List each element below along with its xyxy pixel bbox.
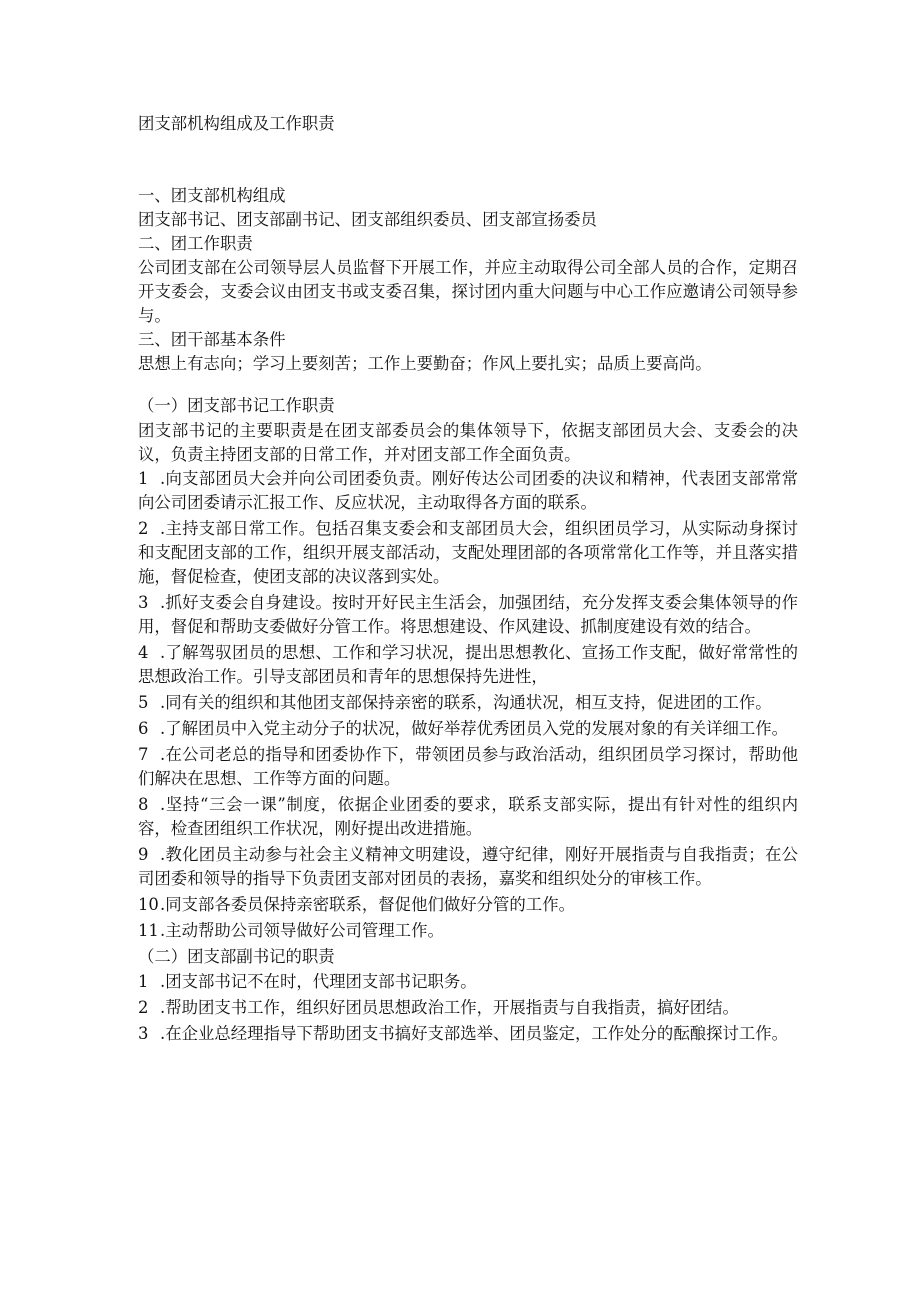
item-text: .主动帮助公司领导做好公司管理工作。 xyxy=(160,921,444,940)
item-number: 2 xyxy=(138,998,149,1017)
list-item xyxy=(138,970,798,994)
list-item xyxy=(138,717,798,741)
item-number: 3 xyxy=(138,1024,149,1043)
item-number: 11 xyxy=(138,921,159,940)
subsection-heading-deputy: （二）团支部副书记的职责 xyxy=(138,947,335,966)
item-text: .同有关的组织和其他团支部保持亲密的联系，沟通状况，相互支持，促进团的工作。 xyxy=(160,693,772,712)
item-text: .了解驾驭团员的思想、工作和学习状况，提出思想教化、宣扬工作支配，做好常常性的思想政治工作。引导支部团员和青年的思想保持先进性， xyxy=(138,643,798,686)
section-heading-1: 一、团支部机构组成 xyxy=(138,186,286,205)
list-item xyxy=(138,467,798,515)
list-item xyxy=(138,517,798,589)
section-heading-3: 三、团干部基本条件 xyxy=(138,330,286,349)
document-title: 团支部机构组成及工作职责 xyxy=(138,114,335,133)
list-item xyxy=(138,996,798,1020)
item-text: .同支部各委员保持亲密联系，督促他们做好分管的工作。 xyxy=(160,895,575,914)
item-text: .在公司老总的指导和团委协作下，带领团员参与政治活动，组织团员学习探讨，帮助他们解决在思想、工作等方面的问题。 xyxy=(138,745,798,788)
item-text: .帮助团支书工作，组织好团员思想政治工作，开展指责与自我指责，搞好团结。 xyxy=(160,998,739,1017)
spacer xyxy=(138,376,798,394)
document-page xyxy=(138,112,798,1048)
item-number: 4 xyxy=(138,643,149,662)
subsection-intro-secretary: 团支部书记的主要职责是在团支部委员会的集体领导下，依据支部团员大会、支委会的决议，负责主持团支部的日常工作，并对团支部工作全面负责。 xyxy=(138,421,798,464)
item-number: 3 xyxy=(138,593,149,612)
item-text: .了解团员中入党主动分子的状况，做好举荐优秀团员入党的发展对象的有关详细工作。 xyxy=(160,719,789,738)
item-text: .主持支部日常工作。包括召集支委会和支部团员大会，组织团员学习，从实际动身探讨和支配团支部的工作，组织开展支部活动，支配处理团部的各项常常化工作等，并且落实措施，督促检查，使团支部的决议落到实处。 xyxy=(138,519,798,586)
list-item xyxy=(138,743,798,791)
section-heading-2: 二、团工作职责 xyxy=(138,234,253,253)
item-number: 8 xyxy=(138,795,149,814)
item-number: 9 xyxy=(138,845,149,864)
item-number: 1 xyxy=(138,972,149,991)
item-text: .教化团员主动参与社会主义精神文明建设，遵守纪律，刚好开展指责与自我指责；在公司团委和领导的指导下负责团支部对团员的表扬，嘉奖和组织处分的审核工作。 xyxy=(138,845,798,888)
section-body-1: 团支部书记、团支部副书记、团支部组织委员、团支部宣扬委员 xyxy=(138,210,597,229)
item-text: .在企业总经理指导下帮助团支书搞好支部选举、团员鉴定，工作处分的酝酿探讨工作。 xyxy=(160,1024,789,1043)
deputy-duty-list xyxy=(138,970,798,1046)
list-item xyxy=(138,843,798,891)
subsection-heading-secretary: （一）团支部书记工作职责 xyxy=(138,396,335,415)
list-item xyxy=(138,591,798,639)
list-item xyxy=(138,919,798,943)
item-text: .抓好支委会自身建设。按时开好民主生活会，加强团结，充分发挥支委会集体领导的作用，督促和帮助支委做好分管工作。将思想建设、作风建设、抓制度建设有效的结合。 xyxy=(138,593,798,636)
item-number: 2 xyxy=(138,519,149,538)
spacer xyxy=(138,136,798,184)
section-body-2: 公司团支部在公司领导层人员监督下开展工作，并应主动取得公司全部人员的合作，定期召开支委会，支委会议由团支书或支委召集，探讨团内重大问题与中心工作应邀请公司领导参与。 xyxy=(138,258,798,325)
secretary-duty-list xyxy=(138,467,798,943)
section-body-3: 思想上有志向；学习上要刻苦；工作上要勤奋；作风上要扎实；品质上要高尚。 xyxy=(138,354,712,373)
list-item xyxy=(138,691,798,715)
list-item xyxy=(138,641,798,689)
item-text: .团支部书记不在时，代理团支部书记职务。 xyxy=(160,972,477,991)
list-item xyxy=(138,793,798,841)
item-number: 6 xyxy=(138,719,149,738)
item-text: .坚持“三会一课”制度，依据企业团委的要求，联系支部实际，提出有针对性的组织内容，检查团组织工作状况，刚好提出改进措施。 xyxy=(138,795,798,838)
item-number: 10 xyxy=(138,895,159,914)
item-number: 1 xyxy=(138,469,149,488)
item-number: 7 xyxy=(138,745,149,764)
list-item xyxy=(138,1022,798,1046)
list-item xyxy=(138,893,798,917)
item-text: .向支部团员大会并向公司团委负责。刚好传达公司团委的决议和精神，代表团支部常常向公司团委请示汇报工作、反应状况，主动取得各方面的联系。 xyxy=(138,469,798,512)
item-number: 5 xyxy=(138,693,149,712)
